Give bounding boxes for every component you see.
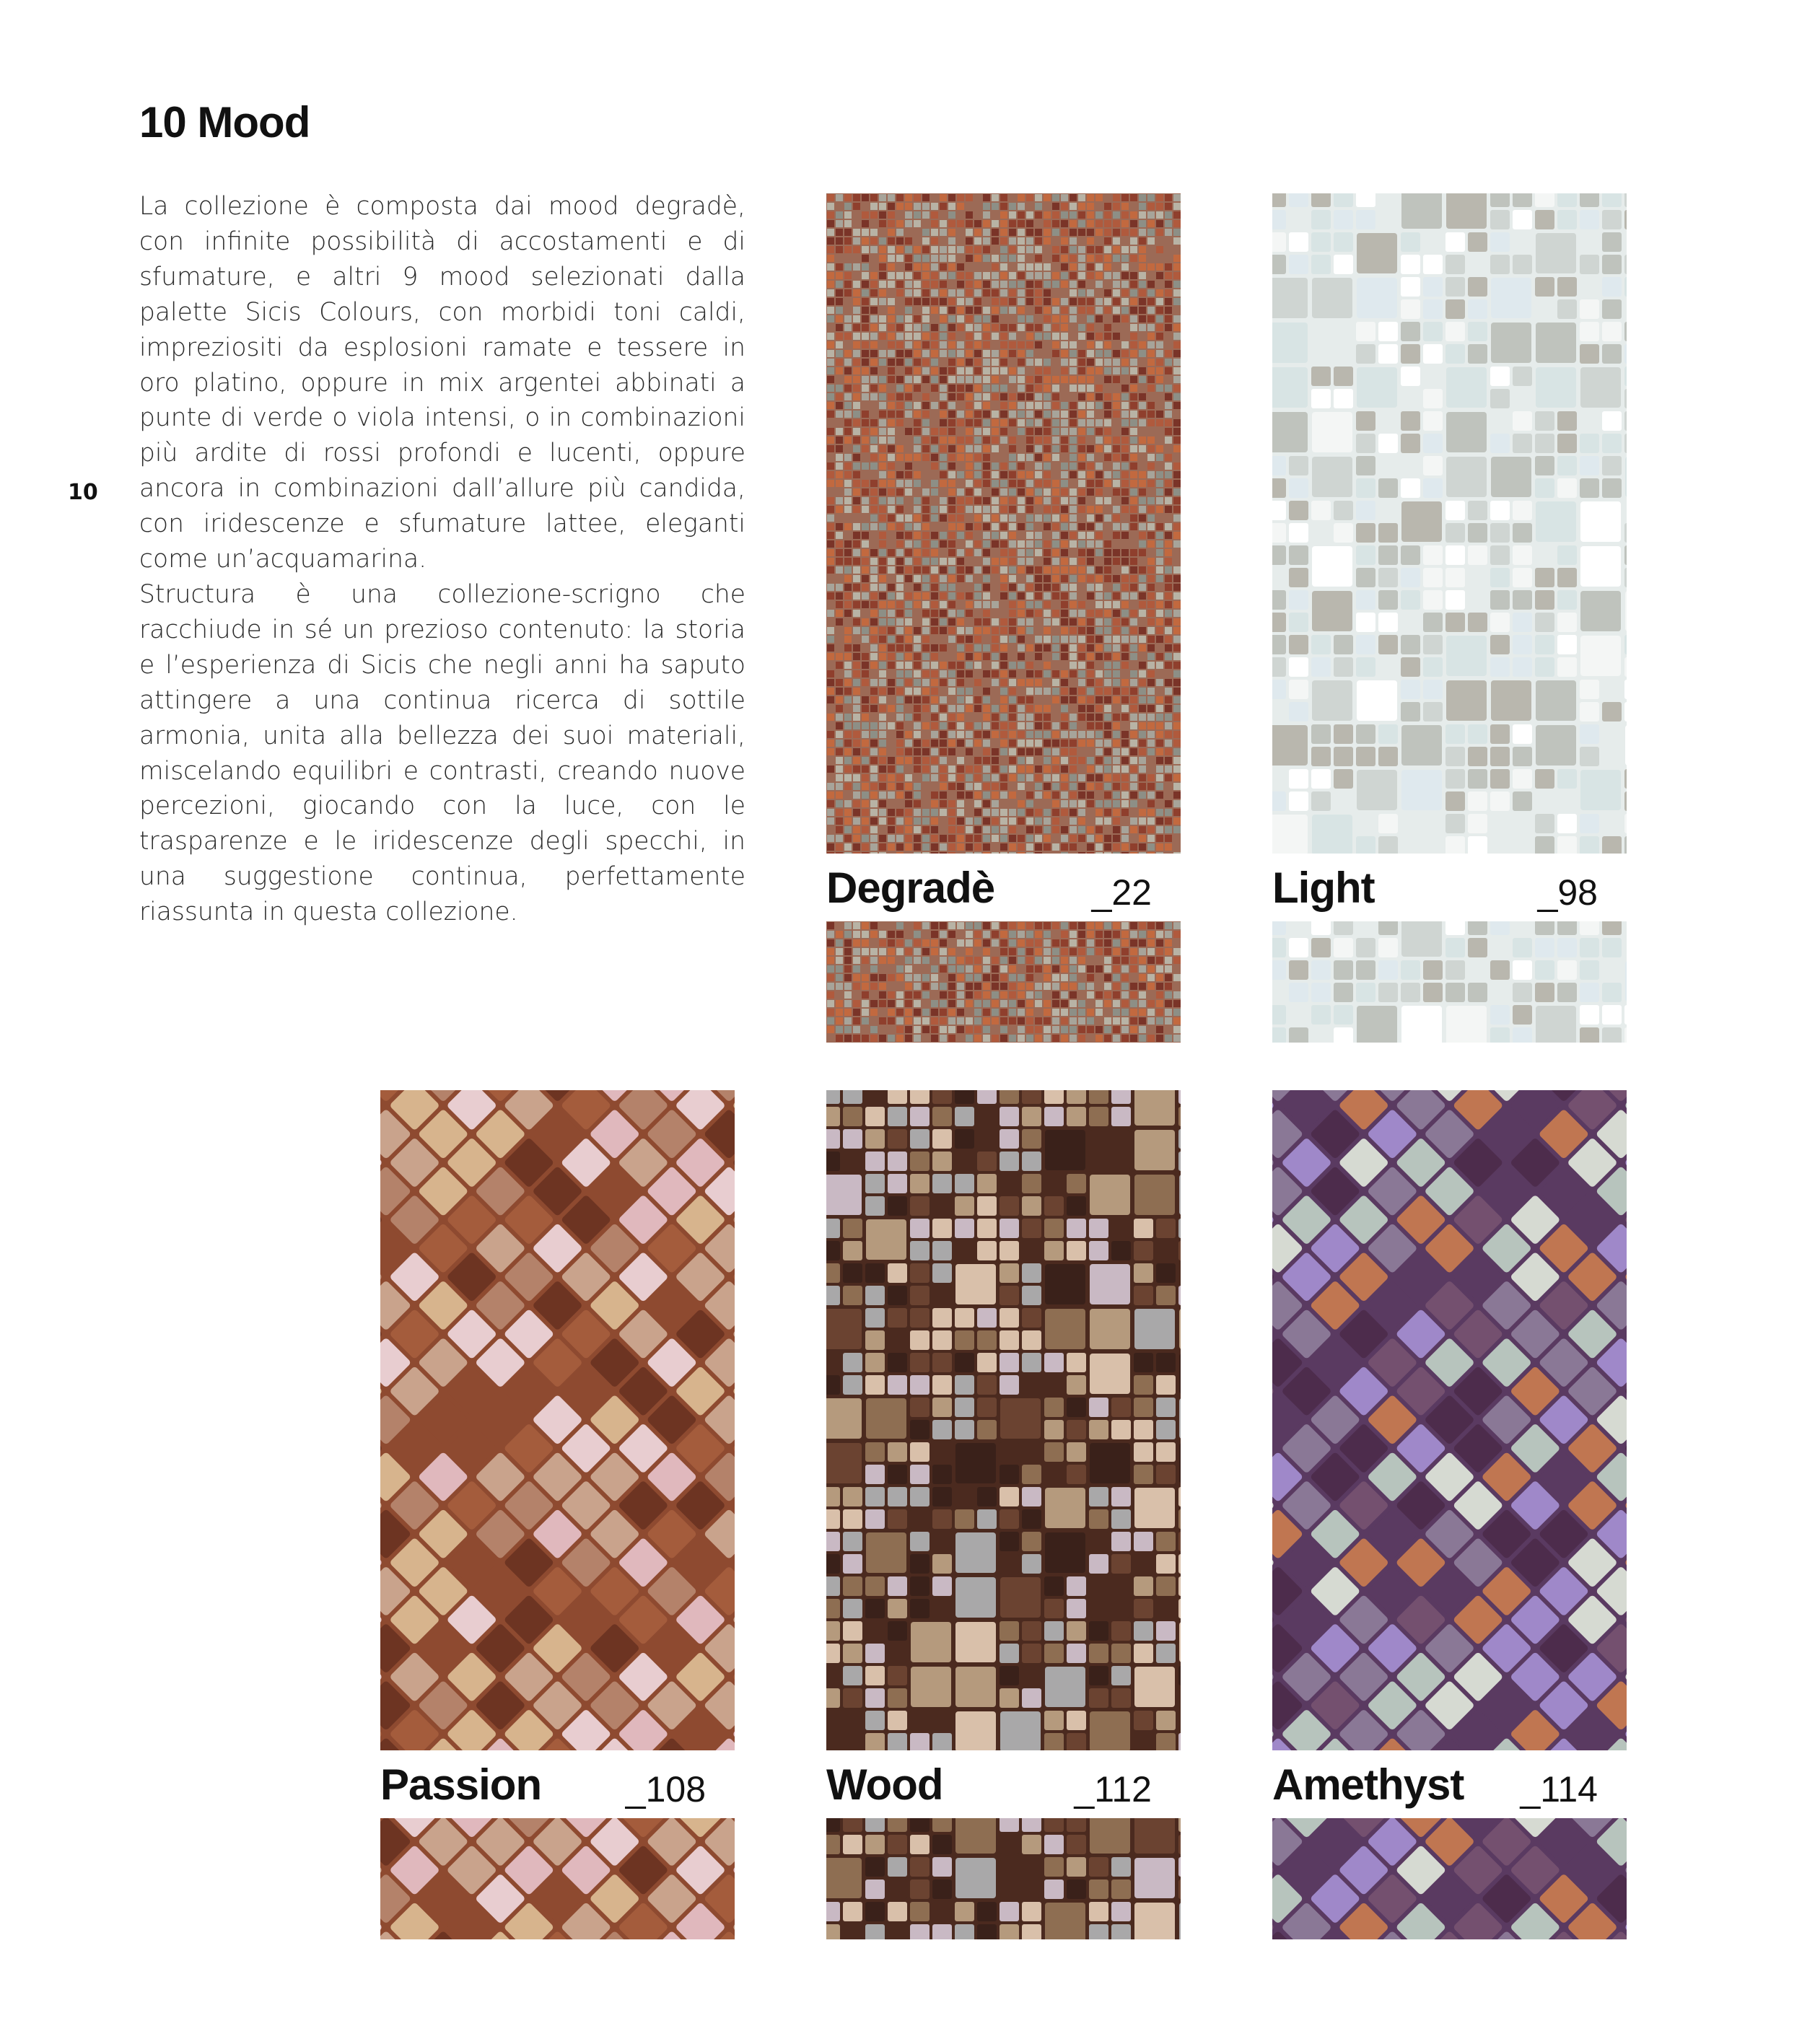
paragraph-intro: La collezione è composta dai mood degradè, con infinite possibilità di accostamenti e di sfumature, e altri 9 mood selezionati dalla palette Sicis Colours, con morbidi toni caldi, impreziositi da esplosioni ramate e tessere in oro platino, oppure in mix argentei abbinati a punte di verde o viola intensi, o in combinazioni più ardite di rossi profondi e lucenti, oppure ancora in combinazioni dall’allure più candida, con iridescenze e sfumature lattee, eleganti come un’acquamarina. — [139, 192, 745, 574]
swatch-label — [380, 1756, 735, 1814]
swatch-page-ref: _114 — [1520, 1769, 1598, 1810]
page-number: 10 — [68, 480, 98, 505]
swatch-page-ref: _98 — [1537, 872, 1598, 913]
description-text — [139, 189, 745, 930]
swatch-name: Passion — [380, 1760, 542, 1809]
swatch-page-ref: _22 — [1091, 872, 1152, 913]
mosaic-thumbnail — [826, 921, 1181, 1043]
swatch-label — [1272, 859, 1627, 917]
mosaic-thumbnail — [380, 1818, 735, 1939]
swatch-name: Amethyst — [1272, 1760, 1464, 1809]
page-title: 10 Mood — [139, 98, 310, 146]
mosaic-image — [1272, 193, 1627, 854]
swatch-name: Wood — [826, 1760, 943, 1809]
swatch-page-ref: _112 — [1074, 1769, 1152, 1810]
mosaic-thumbnail — [826, 1818, 1181, 1939]
swatch-name: Light — [1272, 864, 1375, 912]
mosaic-thumbnail — [1272, 1818, 1627, 1939]
mosaic-image — [826, 1090, 1181, 1750]
mosaic-image — [380, 1090, 735, 1750]
mosaic-thumbnail — [1272, 921, 1627, 1043]
mosaic-image — [826, 193, 1181, 854]
swatch-page-ref: _108 — [625, 1769, 706, 1810]
mosaic-image — [1272, 1090, 1627, 1750]
paragraph-structura: Structura è una collezione-scrigno che racchiude in sé un prezioso contenuto: la storia e l’esperienza di Sicis che negli anni ha saputo attingere a una continua ricerca di sottile armonia, unita alla bellezza dei suoi materiali, miscelando equilibri e contrasti, creando nuove percezioni, giocando con la luce, con le trasparenze e le iridescenze degli specchi, in una suggestione continua, perfettamente riassunta in questa collezione. — [139, 579, 745, 927]
swatch-label — [1272, 1756, 1627, 1814]
swatch-label — [826, 859, 1181, 917]
swatch-name: Degradè — [826, 864, 995, 912]
swatch-label — [826, 1756, 1181, 1814]
